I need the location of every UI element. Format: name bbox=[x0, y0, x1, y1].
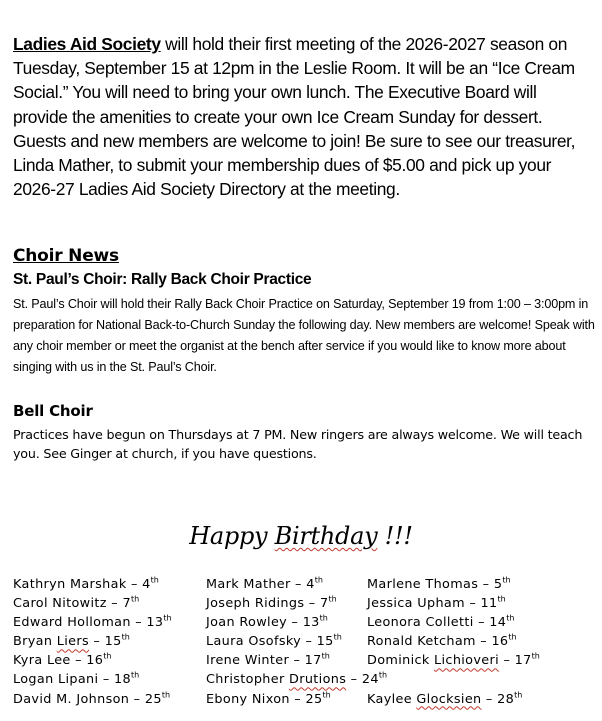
birthday-separator: – bbox=[106, 596, 123, 612]
birthday-entry bbox=[13, 615, 172, 630]
birthday-row bbox=[13, 596, 598, 615]
birthday-name: Joseph Ridings bbox=[206, 596, 305, 612]
birthday-row bbox=[13, 615, 598, 634]
birthday-day: 16 bbox=[491, 634, 509, 650]
birthday-row bbox=[13, 634, 598, 653]
birthday-entry bbox=[206, 634, 342, 649]
birthday-row bbox=[13, 577, 598, 596]
birthday-entry bbox=[206, 672, 387, 687]
birthday-day-suffix: th bbox=[130, 671, 140, 681]
birthday-entry bbox=[367, 577, 511, 592]
birthday-row bbox=[13, 692, 598, 711]
happy-birthday-title bbox=[0, 522, 602, 550]
birthday-day: 13 bbox=[302, 615, 320, 631]
birthday-separator: – bbox=[464, 596, 481, 612]
birthday-day-suffix: th bbox=[163, 613, 172, 623]
birthday-name: Logan Lipani bbox=[13, 672, 99, 688]
birthday-entry bbox=[13, 596, 139, 611]
birthday-day-suffix: th bbox=[378, 671, 388, 681]
birthday-row bbox=[13, 672, 598, 691]
birthday-day-suffix: th bbox=[506, 613, 515, 623]
birthday-day-suffix: th bbox=[508, 633, 517, 643]
birthday-day: 11 bbox=[480, 596, 498, 612]
birthday-day-suffix: th bbox=[502, 575, 511, 585]
bell-choir-paragraph: Practices have begun on Thursdays at 7 PM. New ringers are always welcome. We will teach you. See Ginger at church, if you have questions. bbox=[13, 427, 583, 461]
birthday-day: 17 bbox=[514, 653, 532, 669]
birthday-day: 4 bbox=[306, 577, 315, 592]
birthday-name: Laura Osofsky bbox=[206, 634, 302, 650]
birthday-day: 18 bbox=[114, 672, 131, 688]
birthday-name-last: Liers bbox=[56, 634, 89, 650]
birthday-day-suffix: th bbox=[322, 690, 331, 700]
birthday-name: Leonora Colletti bbox=[367, 615, 474, 631]
birthday-separator: – bbox=[70, 653, 87, 669]
choir-news-heading: Choir News bbox=[13, 246, 119, 266]
rally-back-heading: St. Paul’s Choir: Rally Back Choir Practice bbox=[13, 271, 312, 288]
birthday-entry bbox=[13, 653, 111, 668]
birthday-name-last: Lichioveri bbox=[434, 653, 500, 669]
birthday-separator: – bbox=[129, 691, 145, 707]
birthday-day: 7 bbox=[122, 596, 131, 612]
birthday-name bbox=[206, 672, 346, 687]
birthday-separator: – bbox=[287, 615, 303, 631]
birthday-separator: – bbox=[475, 634, 492, 650]
birthday-name-first: Bryan bbox=[13, 634, 57, 650]
birthday-entry bbox=[367, 615, 514, 630]
birthday-entry bbox=[367, 692, 522, 707]
birthday-day-suffix: th bbox=[497, 594, 506, 604]
birthday-name: Irene Winter bbox=[206, 653, 290, 669]
birthday-name: Ronald Ketcham bbox=[367, 634, 476, 650]
birthday-name-last: Drutions bbox=[289, 672, 347, 688]
birthday-day: 17 bbox=[304, 653, 322, 669]
birthday-row bbox=[13, 653, 598, 672]
birthday-entry bbox=[367, 634, 517, 649]
birthday-entry bbox=[13, 672, 139, 687]
birthday-name: Carol Nitowitz bbox=[13, 596, 107, 612]
birthday-name-first: Christopher bbox=[206, 672, 290, 688]
birthday-name: Edward Holloman bbox=[13, 615, 131, 631]
birthday-name: Marlene Thomas bbox=[367, 577, 479, 592]
birthday-separator: – bbox=[289, 691, 306, 707]
birthday-day-suffix: th bbox=[130, 594, 140, 604]
birthday-day-suffix: th bbox=[328, 594, 337, 604]
birthday-day-suffix: th bbox=[333, 633, 342, 643]
birthday-name: Ebony Nixon bbox=[206, 691, 290, 707]
birthday-day-suffix: th bbox=[514, 690, 523, 700]
birthday-day: 15 bbox=[104, 634, 122, 650]
birthday-entry bbox=[206, 596, 337, 611]
birthday-day: 16 bbox=[86, 653, 104, 669]
birthday-day: 15 bbox=[316, 634, 334, 650]
birthday-list bbox=[13, 577, 598, 711]
birthday-day: 25 bbox=[305, 691, 323, 707]
ladies-aid-org-name: Ladies Aid Society bbox=[13, 34, 161, 54]
birthday-entry bbox=[206, 653, 330, 668]
birthday-name: David M. Johnson bbox=[13, 691, 130, 707]
rally-back-paragraph: St. Paul’s Choir will hold their Rally Back Choir Practice on Saturday, September 19 from 1:00 – 3:00pm in preparation for National Back-to-Church Sunday the following day. New members are welcome! Speak with any choir member or meet the organist at the bench after service if you would like to know more about singing with us in the St. Paul’s Choir. bbox=[13, 297, 595, 374]
birthday-separator: – bbox=[499, 653, 515, 669]
birthday-name: Kyra Lee bbox=[13, 653, 71, 669]
birthday-separator: – bbox=[130, 615, 147, 631]
birthday-day: 28 bbox=[497, 691, 515, 707]
birthday-day-suffix: th bbox=[319, 613, 328, 623]
ladies-aid-text: will hold their first meeting of the 2026-2027 season on Tuesday, September 15 at 12pm in the Leslie Room. It will be an “Ice Cream Social.” You will need to bring your own lunch. The Executive Board will provide the amenities to create your own Ice Cream Sunday for dessert. Guests and new members are welcome to join! Be sure to see our treasurer, Linda Mather, to submit your membership dues of $5.00 and pick up your 2026-27 Ladies Aid Society Directory at the meeting. bbox=[13, 34, 576, 200]
birthday-entry bbox=[206, 615, 328, 630]
birthday-name bbox=[367, 692, 482, 707]
happy-birthday-title-b: Birthday bbox=[274, 522, 378, 550]
birthday-day-suffix: th bbox=[161, 690, 171, 700]
birthday-name-first: Kaylee bbox=[367, 691, 417, 707]
birthday-separator: – bbox=[473, 615, 490, 631]
birthday-name: Kathryn Marshak bbox=[13, 577, 127, 592]
birthday-day: 7 bbox=[319, 596, 329, 612]
birthday-day-suffix: th bbox=[121, 633, 130, 643]
birthday-separator: – bbox=[290, 577, 307, 592]
birthday-entry bbox=[367, 596, 506, 611]
birthday-separator: – bbox=[346, 672, 362, 688]
birthday-entry bbox=[367, 653, 540, 668]
birthday-name bbox=[367, 653, 499, 668]
birthday-day: 25 bbox=[144, 691, 162, 707]
ladies-aid-paragraph bbox=[13, 32, 593, 201]
birthday-separator: – bbox=[304, 596, 320, 612]
birthday-name bbox=[13, 634, 89, 649]
birthday-name: Joan Rowley bbox=[206, 615, 288, 631]
birthday-separator: – bbox=[301, 634, 317, 650]
birthday-entry bbox=[13, 634, 130, 649]
birthday-day-suffix: th bbox=[150, 575, 159, 585]
birthday-separator: – bbox=[481, 691, 498, 707]
birthday-separator: – bbox=[126, 577, 143, 592]
birthday-name-first: Dominick bbox=[367, 653, 435, 669]
bell-choir-heading: Bell Choir bbox=[13, 402, 93, 420]
birthday-name-last: Glocksien bbox=[416, 691, 482, 707]
birthday-name: Jessica Upham bbox=[367, 596, 465, 612]
birthday-entry bbox=[13, 692, 170, 707]
birthday-day: 5 bbox=[493, 577, 503, 592]
birthday-day: 4 bbox=[142, 577, 151, 592]
birthday-name: Mark Mather bbox=[206, 577, 291, 592]
birthday-entry bbox=[206, 692, 331, 707]
birthday-day: 13 bbox=[146, 615, 164, 631]
birthday-day-suffix: th bbox=[321, 652, 330, 662]
birthday-entry bbox=[206, 577, 323, 592]
birthday-entry bbox=[13, 577, 159, 592]
birthday-day: 24 bbox=[361, 672, 379, 688]
birthday-day-suffix: th bbox=[314, 575, 323, 585]
birthday-day-suffix: th bbox=[103, 652, 112, 662]
happy-birthday-title-a: Happy bbox=[189, 522, 275, 550]
happy-birthday-title-c: !!! bbox=[377, 522, 413, 550]
birthday-day-suffix: th bbox=[531, 652, 540, 662]
birthday-separator: – bbox=[289, 653, 305, 669]
birthday-separator: – bbox=[478, 577, 494, 592]
birthday-separator: – bbox=[98, 672, 114, 688]
birthday-day: 14 bbox=[489, 615, 507, 631]
birthday-separator: – bbox=[88, 634, 105, 650]
